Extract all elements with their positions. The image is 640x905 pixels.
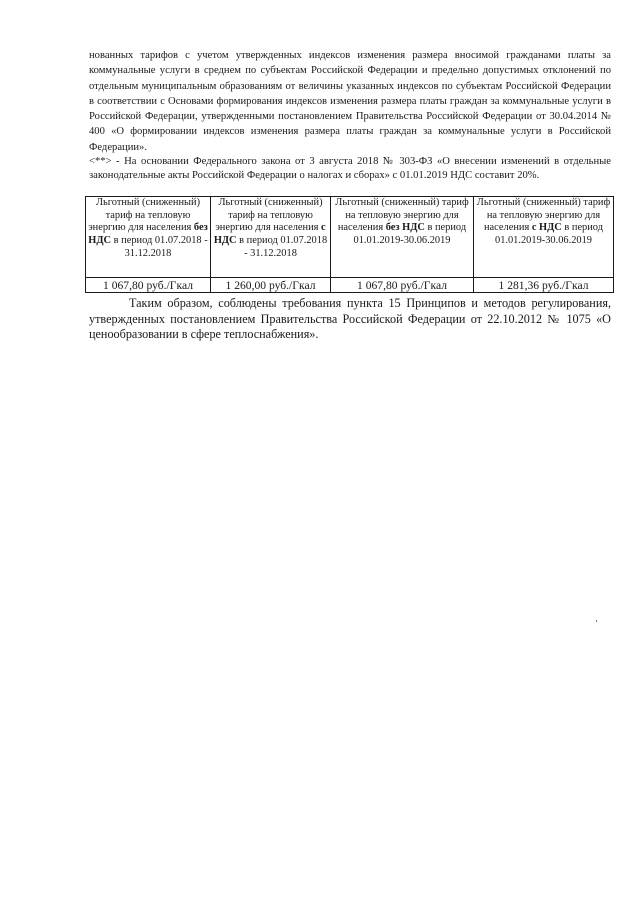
tariff-value: 1 067,80 руб./Гкал xyxy=(331,278,474,293)
header-emphasis: без НДС xyxy=(385,222,425,234)
tariff-table xyxy=(85,196,614,293)
header-period: в период 01.07.2018 - 31.12.2018 xyxy=(111,235,208,259)
header-period: в период 01.07.2018 - 31.12.2018 xyxy=(236,235,328,259)
tariff-value: 1 281,36 руб./Гкал xyxy=(474,278,614,293)
conclusion-text: Таким образом, соблюдены требования пункта 15 Принципов и методов регулирования, утвержденных постановлением Правительства Российской Федерации от 22.10.2012 № 1075 «О ценообразовании в сфере теплоснабжения». xyxy=(89,296,611,342)
header-cell-2018-without-vat xyxy=(86,197,211,278)
tariff-table-header-row xyxy=(86,197,614,278)
header-period: в период 01.01.2019-30.06.2019 xyxy=(495,222,603,247)
header-emphasis: без НДС xyxy=(88,222,208,247)
header-text: Льготный (сниженный) тариф на тепловую энергию для населения xyxy=(88,197,201,234)
header-emphasis: с НДС xyxy=(531,222,562,234)
conclusion-paragraph xyxy=(89,296,611,343)
vat-footnote: <**> - На основании Федерального закона от 3 августа 2018 № 303-ФЗ «О внесении изменений в отдельные законодательные акты Российской Федерации о налогах и сборах» с 01.01.2019 НДС составит 20%. xyxy=(89,156,611,181)
header-period: в период 01.01.2019-30.06.2019 xyxy=(353,222,467,247)
header-text: Льготный (сниженный) тариф на тепловую энергию для населения xyxy=(215,197,323,234)
tariff-table-values-row xyxy=(86,278,614,293)
tariff-value: 1 260,00 руб./Гкал xyxy=(211,278,331,293)
tariff-value: 1 067,80 руб./Гкал xyxy=(86,278,211,293)
header-cell-2019-without-vat xyxy=(331,197,474,278)
header-text: Льготный (сниженный) тариф на тепловую энергию для населения xyxy=(335,197,469,234)
header-cell-2019-with-vat xyxy=(474,197,614,278)
header-emphasis: с НДС xyxy=(213,222,326,247)
continuation-paragraph: нованных тарифов с учетом утвержденных индексов изменения размера вносимой гражданами платы за коммунальные услуги в среднем по субъектам Российской Федерации и предельно допустимых отклонений по отдельным муниципальным образованиям от величины указанных индексов по субъектам Российской Федерации в соответствии с Основами формирования индексов изменения размера платы граждан за коммунальные услуги в Российской Федерации, утвержденными постановлением Правительства Российской Федерации от 30.04.2014 № 400 «О формировании индексов изменения размера платы граждан за коммунальные услуги в Российской Федерации». xyxy=(89,50,611,153)
header-text: Льготный (сниженный) тариф на тепловую энергию для населения xyxy=(476,197,611,234)
header-cell-2018-with-vat xyxy=(211,197,331,278)
scan-speck xyxy=(596,620,597,622)
